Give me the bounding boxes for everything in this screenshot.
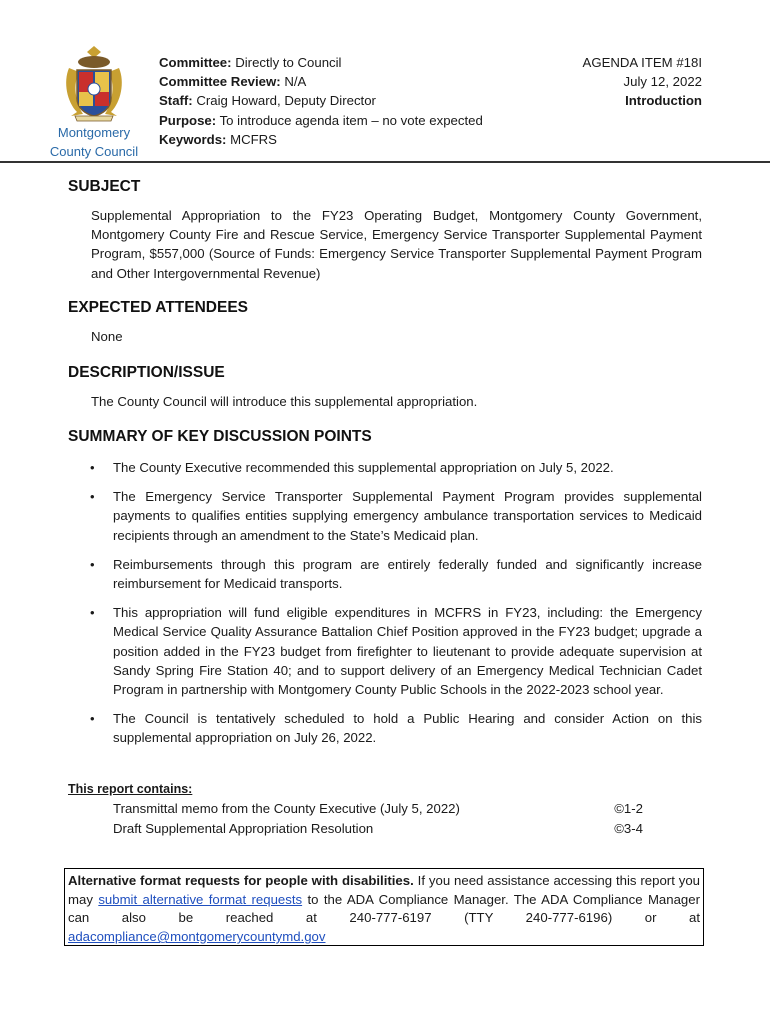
agenda-item-number: AGENDA ITEM #18I xyxy=(582,55,702,70)
review-line xyxy=(159,72,483,91)
attendees-heading: EXPECTED ATTENDEES xyxy=(68,299,248,316)
summary-heading: SUMMARY OF KEY DISCUSSION POINTS xyxy=(68,428,372,445)
subject-heading: SUBJECT xyxy=(68,178,141,195)
header-divider xyxy=(0,161,770,163)
agenda-date: July 12, 2022 xyxy=(623,74,702,90)
purpose-label: Purpose: xyxy=(159,112,217,128)
logo-text-line1: Montgomery xyxy=(57,125,131,140)
accessibility-notice xyxy=(64,868,704,946)
alternative-format-link[interactable]: submit alternative format requests xyxy=(98,891,303,907)
report-contains-title: This report contains: xyxy=(68,782,193,796)
keywords-label: Keywords: xyxy=(159,131,227,147)
staff-line xyxy=(159,91,483,110)
report-item-label: Transmittal memo from the County Executive (July 5, 2022) xyxy=(113,801,460,816)
accessibility-text-1: If you need assistance accessing this report you may xyxy=(68,873,701,907)
staff-label: Staff: xyxy=(159,93,193,109)
summary-point: • The Council is tentatively scheduled to hold a Public Hearing and consider Action on this supplemental appropriation on July 26, 2022. xyxy=(68,709,702,747)
report-item xyxy=(113,819,643,838)
attendees-text: None xyxy=(91,329,123,344)
staff-value: Craig Howard, Deputy Director xyxy=(196,93,376,109)
summary-point: • The County Executive recommended this supplemental appropriation on July 5, 2022. xyxy=(68,458,702,477)
purpose-value: To introduce agenda item – no vote expected xyxy=(219,112,483,128)
summary-point: • Reimbursements through this program are entirely federally funded and significantly increase reimbursement for Medicaid transports. xyxy=(68,555,702,593)
report-item-pages: ©3-4 xyxy=(614,821,643,836)
report-item xyxy=(113,799,643,818)
report-item-pages: ©1-2 xyxy=(614,801,643,816)
agenda-type: Introduction xyxy=(625,93,702,109)
review-label: Committee Review: xyxy=(159,74,281,90)
meta-block xyxy=(159,53,483,149)
summary-points-list xyxy=(68,458,702,758)
logo-text-line2: County Council xyxy=(49,144,139,159)
summary-point: • This appropriation will fund eligible expenditures in MCFRS in FY23, including: the Emergency Medical Service Quality Assurance Battalion Chief Position approved in the FY23 budget; upgrade a position added in the FY23 budget from firefighter to lieutenant to provide adequate supervision at Sandy Spring Fire Station 40; and to support delivery of an Emergency Medical Technician Cadet Program in partnership with Montgomery County Public Schools in the 2022-2023 school year. xyxy=(68,603,702,699)
county-seal-icon xyxy=(61,42,127,122)
committee-label: Committee: xyxy=(159,55,232,70)
council-logo xyxy=(46,42,142,160)
agenda-block xyxy=(583,53,702,111)
summary-point: • The Emergency Service Transporter Supplemental Payment Program provides supplemental payments to qualifies entities supplying emergency ambulance transportation services to Medicaid recipients through an amendment to the State’s Medicaid plan. xyxy=(68,487,702,545)
subject-text: Supplemental Appropriation to the FY23 Operating Budget, Montgomery County Government, Montgomery County Fire and Rescue Service, Emergency Service Transporter Supplemental Payment Program, $557,000 (Source of Funds: Emergency Service Transporter Supplemental Payment Program and Other Intergovernmental Revenue) xyxy=(91,208,702,281)
committee-value: Directly to Council xyxy=(235,55,342,70)
accessibility-bold: Alternative format requests for people with disabilities. xyxy=(68,873,414,888)
description-text: The County Council will introduce this supplemental appropriation. xyxy=(91,394,478,409)
description-heading: DESCRIPTION/ISSUE xyxy=(68,364,225,381)
keywords-line xyxy=(159,130,483,149)
accessibility-text-2: to the ADA Compliance Manager. The ADA Compliance Manager can also be reached at 240-777-6197 (TTY 240-777-6196) or at xyxy=(68,891,700,926)
ada-email-link[interactable]: adacompliance@montgomerycountymd.gov xyxy=(68,929,326,945)
purpose-line xyxy=(159,111,483,130)
report-item-label: Draft Supplemental Appropriation Resolution xyxy=(113,821,374,836)
keywords-value: MCFRS xyxy=(230,131,277,147)
committee-line xyxy=(159,53,483,72)
review-value: N/A xyxy=(284,74,307,90)
